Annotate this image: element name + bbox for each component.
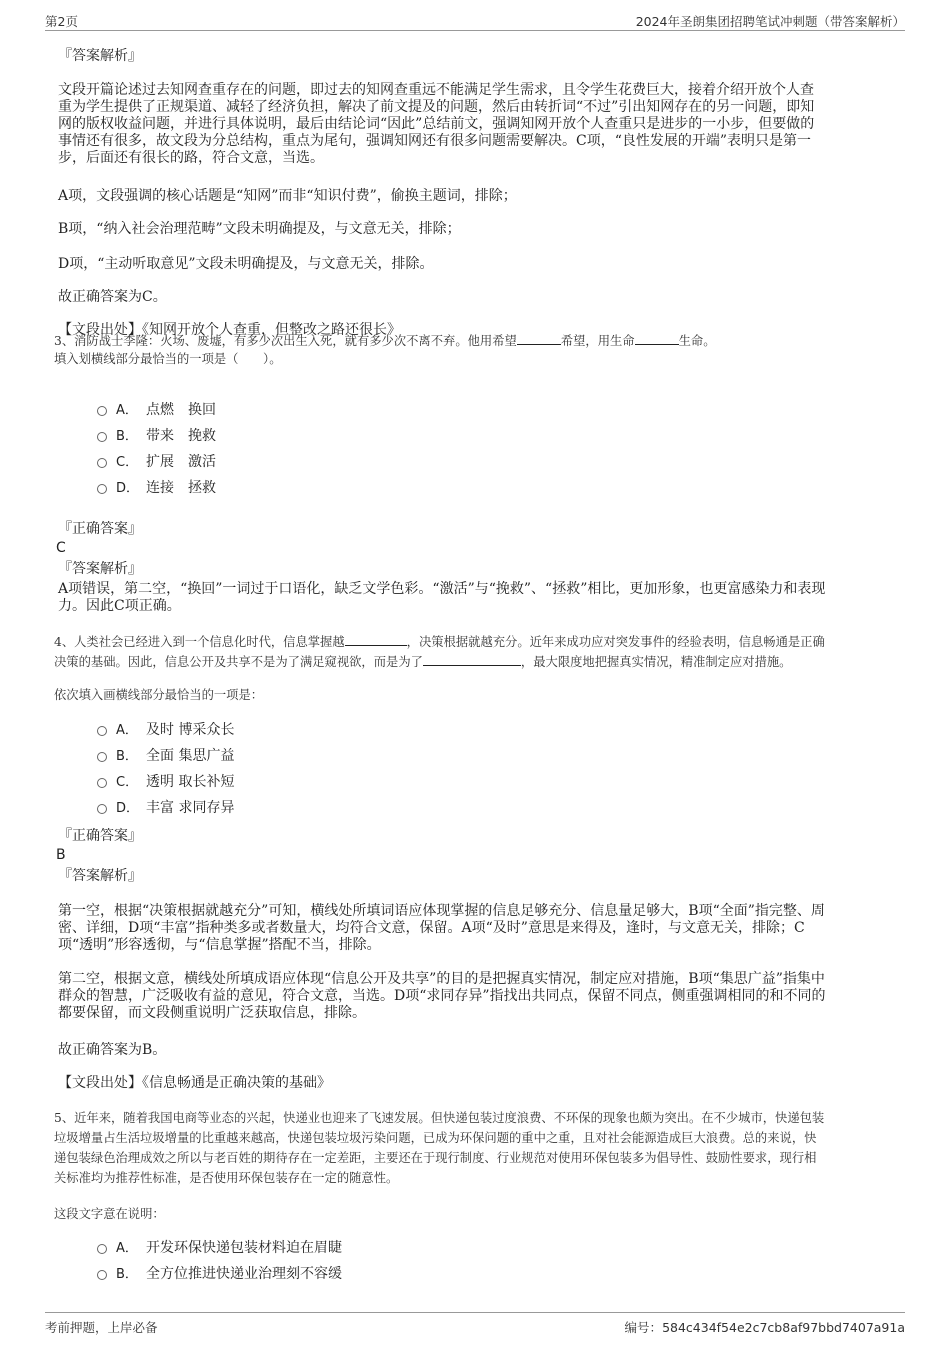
q3-analysis-label: 『答案解析』 [58, 561, 142, 577]
radio-icon[interactable] [97, 1270, 107, 1280]
q3-prompt: 填入划横线部分最恰当的一项是（ ）。 [54, 352, 282, 366]
q2-source: 【文段出处】《知网开放个人查重，但整改之路还很长》 [58, 322, 401, 338]
q2-note-a: A项，文段强调的核心话题是“知网”而非“知识付费”，偷换主题词，排除； [58, 188, 517, 204]
footer-slogan: 考前押题，上岸必备 [45, 1320, 158, 1335]
page-number: 第2页 [45, 14, 78, 29]
document-code: 编号：584c434f54e2c7cb8af97bbd7407a91a [624, 1320, 905, 1335]
q5-stem-line-3: 递包装绿色治理成效之所以与老百姓的期待存在一定差距，主要还在于现行制度、行业规范对使用环保包装多为倡导性、鼓励性要求，现行相 [54, 1151, 817, 1165]
page-header [45, 12, 905, 31]
q4-answer-label: 『正确答案』 [58, 828, 142, 844]
q2-note-d: D项，“主动听取意见”文段未明确提及，与文意无关，排除。 [58, 256, 434, 272]
q5-option-a[interactable]: A． 开发环保快递包装材料迫在眉睫 [97, 1238, 342, 1258]
blank-line [517, 331, 561, 345]
q5-option-b[interactable]: B． 全方位推进快递业治理刻不容缓 [97, 1264, 342, 1284]
q4-source: 【文段出处】《信息畅通是正确决策的基础》 [58, 1075, 331, 1091]
q2-analysis-line-3: 网的版权收益问题，并进行具体说明，最后由结论词“因此”总结前文，强调知网开放个人查重只是进步的一小步，但要做的 [58, 116, 815, 132]
q4-answer: B [56, 847, 66, 863]
q2-conclusion: 故正确答案为C。 [58, 289, 167, 305]
radio-icon[interactable] [97, 804, 107, 814]
q4-analysis-p2-line-2: 群众的智慧，广泛吸收有益的意见，符合文意，当选。D项“求同存异”指找出共同点，保留不同点，侧重强调相同的和不同的 [58, 988, 826, 1004]
q4-analysis-p2-line-3: 都要保留，而文段侧重说明广泛获取信息，排除。 [58, 1005, 366, 1021]
blank-line [345, 632, 407, 646]
q3-option-a[interactable]: A． 点燃 换回 [97, 400, 216, 420]
radio-icon[interactable] [97, 1244, 107, 1254]
q4-stem-line-2: 决策的基础。因此，信息公开及共享不是为了满足窥视欲，而是为了 ，最大限度地把握真实情况，精准制定应对措施。 [54, 652, 791, 671]
q3-option-d[interactable]: D． 连接 拯救 [97, 478, 216, 498]
q4-conclusion: 故正确答案为B。 [58, 1042, 167, 1058]
radio-icon[interactable] [97, 406, 107, 416]
radio-icon[interactable] [97, 432, 107, 442]
q4-analysis-p1-line-2: 密、详细，D项“丰富”指种类多或者数量大，均符合文意，保留。A项“及时”意思是来得及，逢时，与文意无关，排除；C [58, 920, 805, 936]
radio-icon[interactable] [97, 726, 107, 736]
q5-stem-line-1: 5、近年来，随着我国电商等业态的兴起，快递业也迎来了飞速发展。但快递包装过度浪费、不环保的现象也颇为突出。在不少城市，快递包装 [54, 1111, 825, 1125]
q2-analysis-line-2: 重为学生提供了正规渠道、减轻了经济负担，解决了前文提及的问题，然后由转折词“不过”引出知网存在的另一问题，即知 [58, 99, 815, 115]
q2-note-b: B项，“纳入社会治理范畴”文段未明确提及，与文意无关，排除； [58, 221, 461, 237]
q4-option-d[interactable]: D． 丰富 求同存异 [97, 798, 234, 818]
q3-answer-label: 『正确答案』 [58, 521, 142, 537]
radio-icon[interactable] [97, 458, 107, 468]
q4-option-c[interactable]: C． 透明 取长补短 [97, 772, 234, 792]
q2-analysis-line-1: 文段开篇论述过去知网查重存在的问题，即过去的知网查重远不能满足学生需求，且令学生花费巨大，接着介绍开放个人查 [58, 82, 814, 98]
q4-analysis-p1-line-3: 项“透明”形容透彻，与“信息掌握”搭配不当，排除。 [58, 937, 381, 953]
q4-prompt: 依次填入画横线部分最恰当的一项是： [54, 688, 264, 702]
q4-analysis-p1-line-1: 第一空，根据“决策根据就越充分”可知，横线处所填词语应体现掌握的信息足够充分、信息量足够大，B项“全面”指完整、周 [58, 903, 825, 919]
q5-stem-line-2: 垃圾增量占生活垃圾增量的比重越来越高，快递包装垃圾污染问题，已成为环保问题的重中之重，且对社会能源造成巨大浪费。总的来说，快 [54, 1131, 817, 1145]
q3-stem: 3、消防战士李隆：火场、废墟，有多少次出生入死，就有多少次不离不弃。他用希望 希望，用生命 生命。 [54, 331, 716, 350]
q5-prompt: 这段文字意在说明： [54, 1207, 165, 1221]
q5-stem-line-4: 关标准均为推荐性标准，是否使用环保包装存在一定的随意性。 [54, 1171, 399, 1185]
q4-stem-line-1: 4、人类社会已经进入到一个信息化时代，信息掌握越 ，决策根据就越充分。近年来成功应对突发事件的经验表明，信息畅通是正确 [54, 632, 825, 651]
q2-analysis-line-4: 事情还有很多，故文段为分总结构，重点为尾句，强调知网还有很多问题需要解决。C项，“良性发展的开端”表明只是第一 [58, 133, 812, 149]
q4-analysis-label: 『答案解析』 [58, 868, 142, 884]
q4-option-a[interactable]: A． 及时 博采众长 [97, 720, 234, 740]
q4-option-b[interactable]: B． 全面 集思广益 [97, 746, 234, 766]
q3-option-c[interactable]: C． 扩展 激活 [97, 452, 216, 472]
q4-analysis-p2-line-1: 第二空，根据文意，横线处所填成语应体现“信息公开及共享”的目的是把握真实情况，制定应对措施，B项“集思广益”指集中 [58, 971, 825, 987]
document-title: 2024年圣朗集团招聘笔试冲刺题（带答案解析） [635, 14, 905, 29]
blank-line [635, 331, 679, 345]
q3-analysis-line-1: A项错误，第二空，“换回”一词过于口语化，缺乏文学色彩。“激活”与“挽救”、“拯救”相比，更加形象，也更富感染力和表现 [58, 581, 826, 597]
q2-analysis-label: 『答案解析』 [58, 48, 142, 64]
page-footer [45, 1312, 905, 1335]
q3-analysis-line-2: 力。因此C项正确。 [58, 598, 181, 614]
q2-analysis-line-5: 步，后面还有很长的路，符合文意，当选。 [58, 150, 324, 166]
q3-answer: C [56, 540, 66, 556]
radio-icon[interactable] [97, 778, 107, 788]
radio-icon[interactable] [97, 752, 107, 762]
radio-icon[interactable] [97, 484, 107, 494]
blank-line [423, 652, 521, 666]
q3-option-b[interactable]: B． 带来 挽救 [97, 426, 216, 446]
